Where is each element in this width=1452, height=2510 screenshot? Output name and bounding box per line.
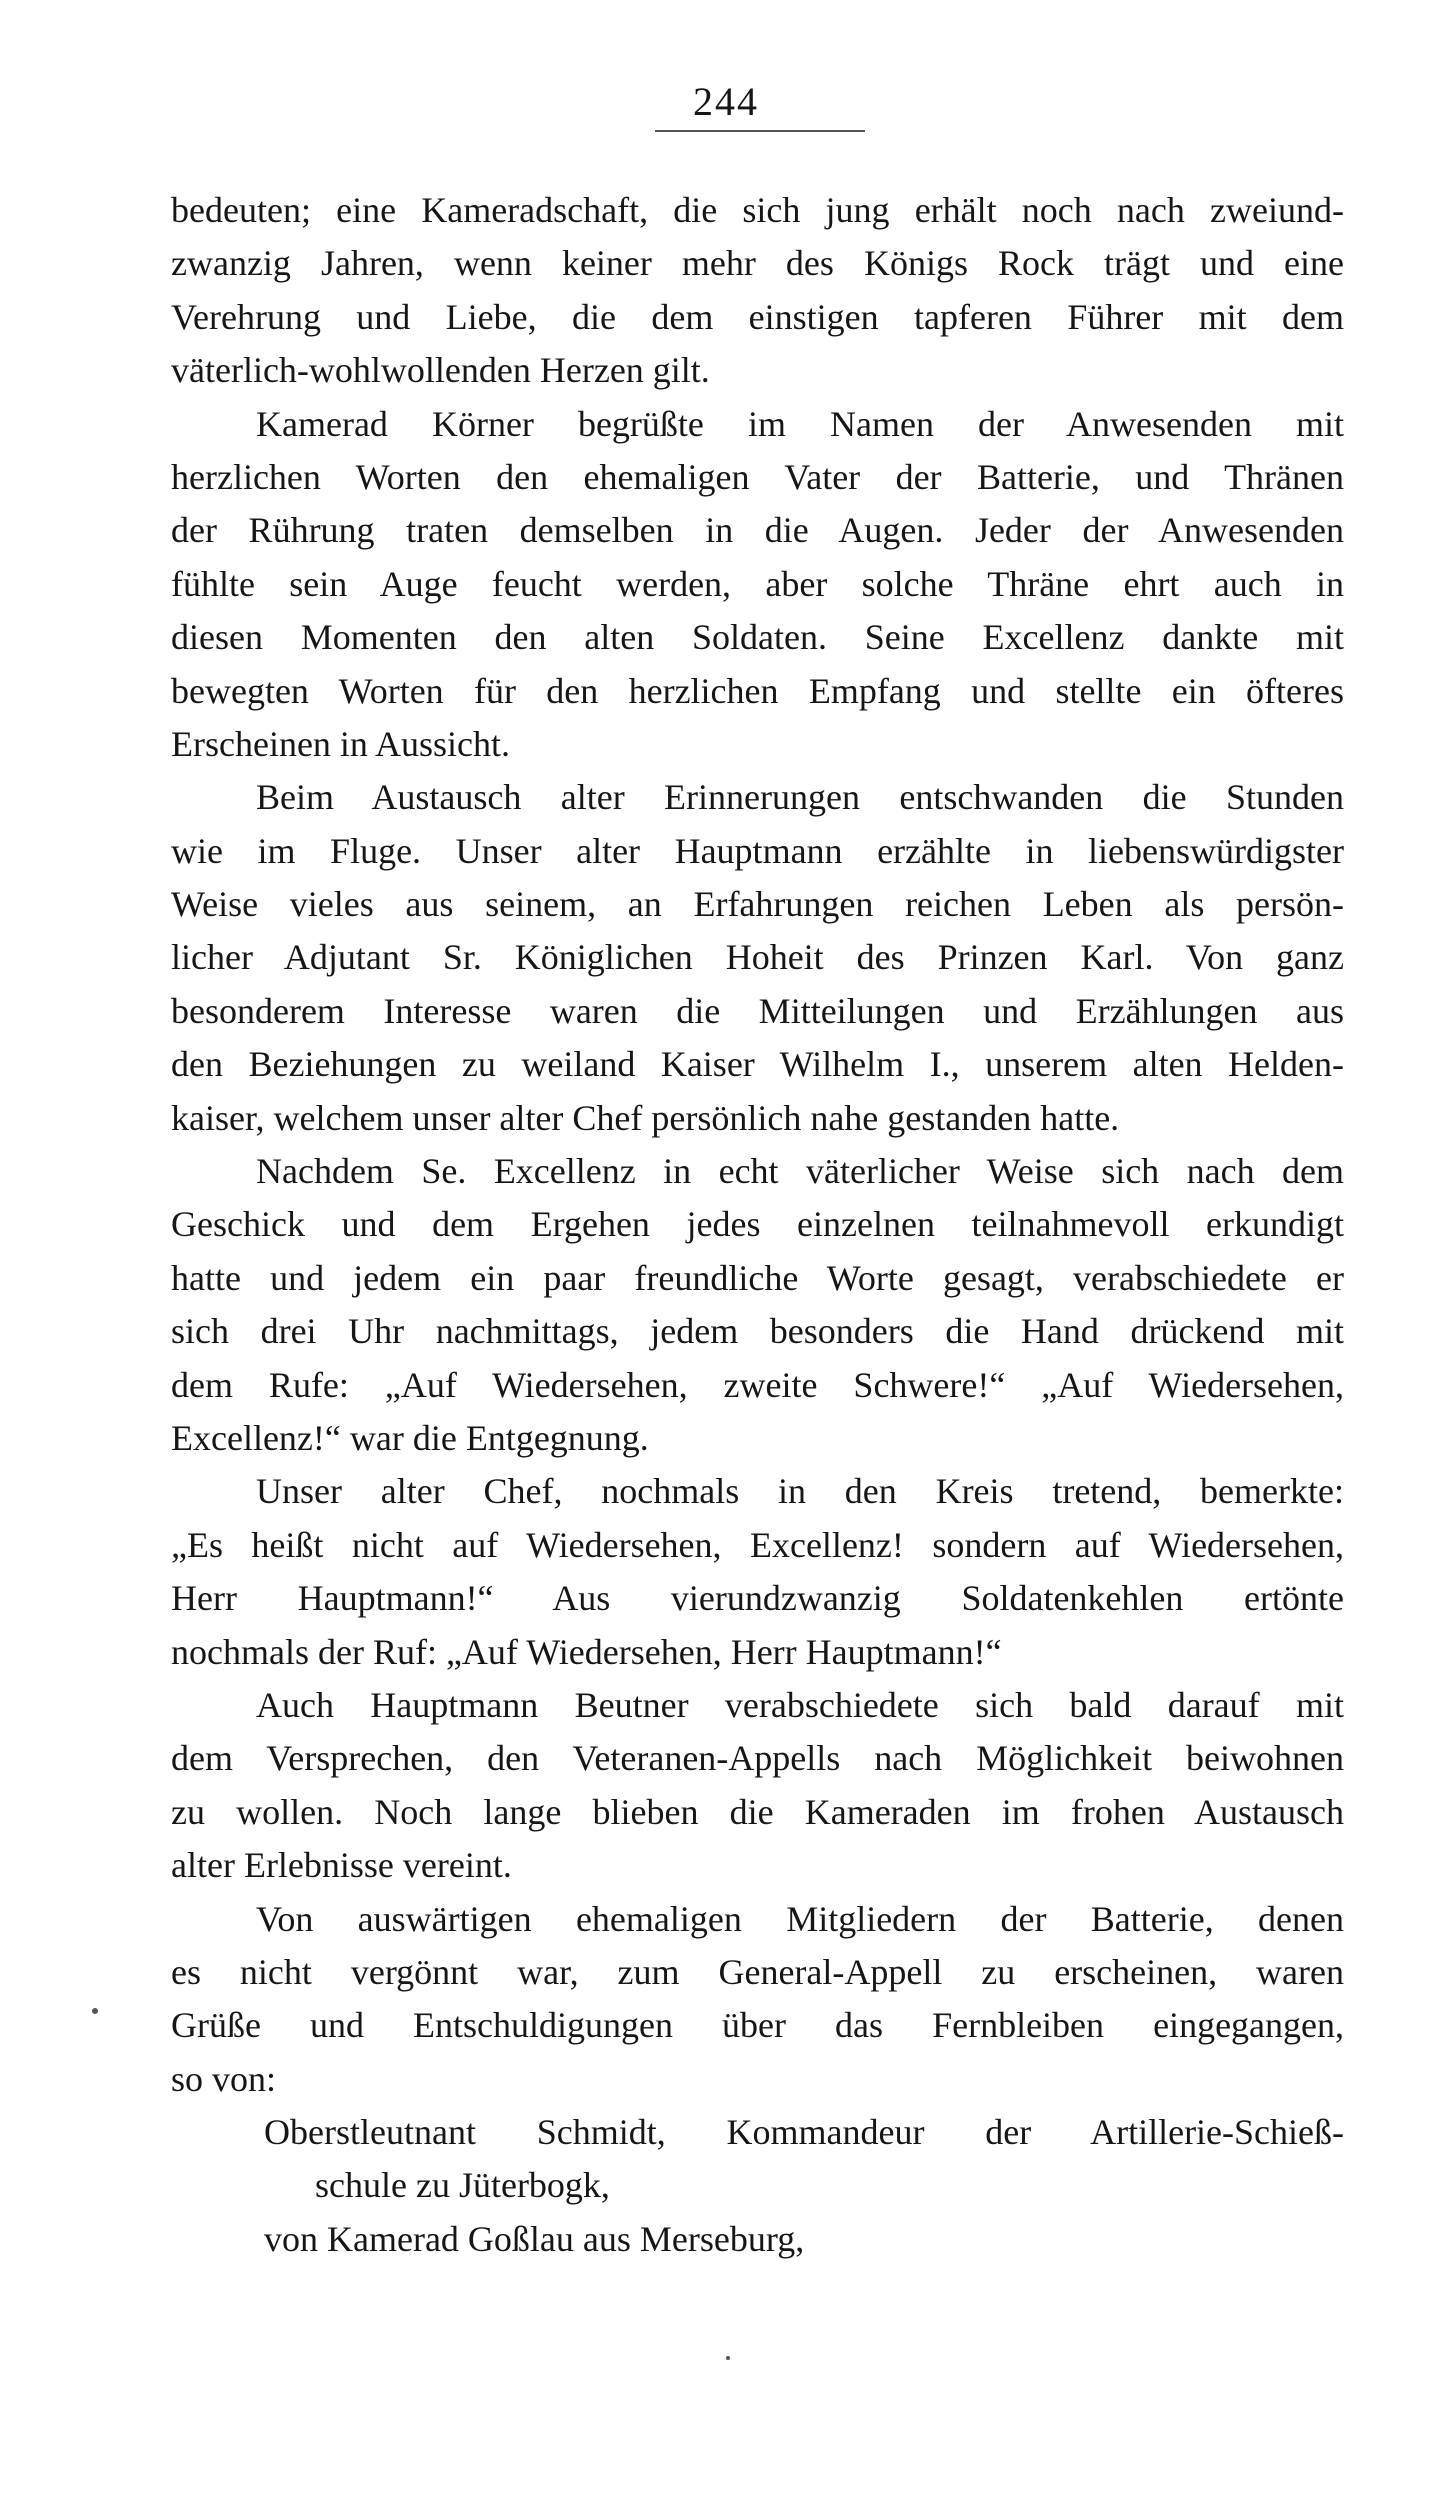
text-line: Kamerad Körner begrüßte im Namen der Anwesenden mit bbox=[256, 403, 1344, 444]
text-line: Beim Austausch alter Erinnerungen entschwanden die Stunden bbox=[256, 777, 1344, 818]
text-line: diesen Momenten den alten Soldaten. Seine Excellenz dankte mit bbox=[171, 617, 1344, 658]
text-line: besonderem Interesse waren die Mitteilungen und Erzählungen aus bbox=[171, 990, 1344, 1031]
text-line: väterlich-wohlwollenden Herzen gilt. bbox=[171, 350, 710, 391]
text-line: Verehrung und Liebe, die dem einstigen tapferen Führer mit dem bbox=[171, 296, 1344, 337]
text-line: Excellenz!“ war die Entgegnung. bbox=[171, 1417, 649, 1458]
paragraph bbox=[171, 1465, 1344, 1679]
list-item bbox=[171, 2213, 1344, 2266]
print-speck bbox=[726, 2356, 730, 2360]
text-line: Unser alter Chef, nochmals in den Kreis tretend, bemerkte: bbox=[256, 1471, 1344, 1512]
paragraph bbox=[171, 184, 1344, 398]
text-line: schule zu Jüterbogk, bbox=[315, 2165, 610, 2206]
text-line: „Es heißt nicht auf Wiedersehen, Excellenz! sondern auf Wiedersehen, bbox=[171, 1524, 1344, 1565]
text-line: von Kamerad Goßlau aus Merseburg, bbox=[264, 2218, 805, 2259]
text-line: Weise vieles aus seinem, an Erfahrungen reichen Leben als persön- bbox=[171, 884, 1344, 925]
paragraph bbox=[171, 1679, 1344, 1893]
text-line: Erscheinen in Aussicht. bbox=[171, 723, 510, 764]
text-line: zu wollen. Noch lange blieben die Kameraden im frohen Austausch bbox=[171, 1791, 1344, 1832]
page-number: 244 bbox=[693, 79, 759, 124]
paragraph bbox=[171, 398, 1344, 772]
paragraph bbox=[171, 771, 1344, 1145]
paragraph bbox=[171, 1893, 1344, 2107]
print-speck bbox=[92, 2008, 98, 2014]
body-text bbox=[171, 184, 1344, 2266]
text-line: dem Rufe: „Auf Wiedersehen, zweite Schwere!“ „Auf Wiedersehen, bbox=[171, 1364, 1344, 1405]
text-line: wie im Fluge. Unser alter Hauptmann erzählte in liebenswürdigster bbox=[171, 830, 1344, 871]
text-line: es nicht vergönnt war, zum General-Appell zu erscheinen, waren bbox=[171, 1951, 1344, 1992]
text-line: Auch Hauptmann Beutner verabschiedete sich bald darauf mit bbox=[256, 1684, 1344, 1725]
text-line: licher Adjutant Sr. Königlichen Hoheit des Prinzen Karl. Von ganz bbox=[171, 937, 1344, 978]
text-line: so von: bbox=[171, 2058, 277, 2099]
text-line: zwanzig Jahren, wenn keiner mehr des Königs Rock trägt und eine bbox=[171, 243, 1344, 284]
text-line: kaiser, welchem unser alter Chef persönlich nahe gestanden hatte. bbox=[171, 1097, 1120, 1138]
text-line: Grüße und Entschuldigungen über das Fernbleiben eingegangen, bbox=[171, 2005, 1344, 2046]
text-line: Nachdem Se. Excellenz in echt väterlicher Weise sich nach dem bbox=[256, 1151, 1344, 1192]
page-number-rule bbox=[655, 130, 865, 132]
text-line: Herr Hauptmann!“ Aus vierundzwanzig Soldatenkehlen ertönte bbox=[171, 1578, 1344, 1619]
text-line: bewegten Worten für den herzlichen Empfang und stellte ein öfteres bbox=[171, 670, 1344, 711]
text-line: sich drei Uhr nachmittags, jedem besonders die Hand drückend mit bbox=[171, 1311, 1344, 1352]
text-line: Von auswärtigen ehemaligen Mitgliedern der Batterie, denen bbox=[256, 1898, 1344, 1939]
greetings-list bbox=[171, 2106, 1344, 2266]
text-line: Geschick und dem Ergehen jedes einzelnen teilnahmevoll erkundigt bbox=[171, 1204, 1344, 1245]
text-line: hatte und jedem ein paar freundliche Worte gesagt, verabschiedete er bbox=[171, 1257, 1344, 1298]
text-line: dem Versprechen, den Veteranen-Appells nach Möglichkeit beiwohnen bbox=[171, 1738, 1344, 1779]
list-item bbox=[171, 2106, 1344, 2213]
text-line: nochmals der Ruf: „Auf Wiedersehen, Herr Hauptmann!“ bbox=[171, 1631, 1002, 1672]
text-line: den Beziehungen zu weiland Kaiser Wilhelm I., unserem alten Helden- bbox=[171, 1044, 1344, 1085]
text-line: Oberstleutnant Schmidt, Kommandeur der Artillerie-Schieß- bbox=[264, 2112, 1344, 2153]
text-line: alter Erlebnisse vereint. bbox=[171, 1845, 512, 1886]
paragraph bbox=[171, 1145, 1344, 1465]
text-line: fühlte sein Auge feucht werden, aber solche Thräne ehrt auch in bbox=[171, 563, 1344, 604]
text-line: der Rührung traten demselben in die Augen. Jeder der Anwesenden bbox=[171, 510, 1344, 551]
text-line: bedeuten; eine Kameradschaft, die sich jung erhält noch nach zweiund- bbox=[171, 190, 1344, 230]
text-line: herzlichen Worten den ehemaligen Vater der Batterie, und Thränen bbox=[171, 456, 1344, 497]
